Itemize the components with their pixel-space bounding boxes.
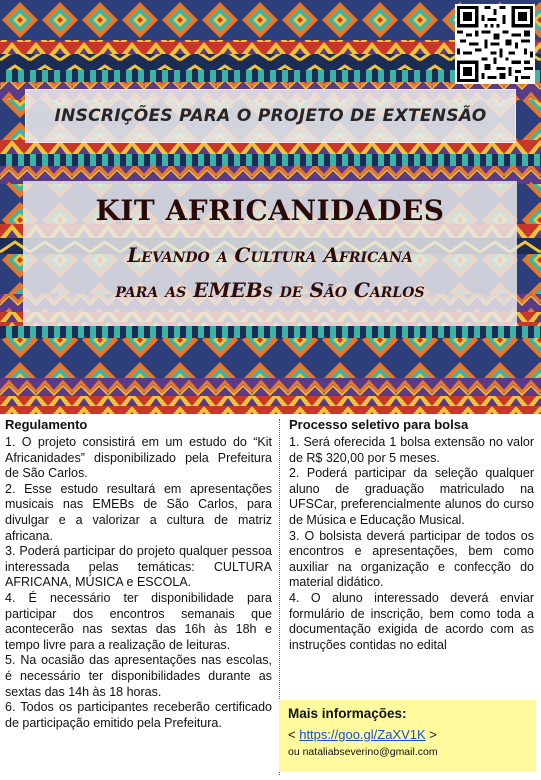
processo-heading: Processo seletivo para bolsa <box>289 417 469 432</box>
tagline-line-2: para as EMEBs de São Carlos <box>115 278 425 302</box>
processo-seletivo-section <box>289 417 534 653</box>
processo-item: 2. Poderá participar da seleção qualquer aluno de graduação matriculado na UFSCar, preferencialmente alunos do curso de Música e Educação Musical. <box>289 466 534 527</box>
title-box <box>23 181 517 326</box>
main-title: KIT AFRICANIDADES <box>95 194 445 227</box>
processo-item: 1. Será oferecida 1 bolsa extensão no valor de R$ 320,00 por 5 meses. <box>289 435 534 465</box>
processo-item: 4. O aluno interessado deverá enviar formulário de inscrição, bem como toda a documentação exigida de acordo com as instruções contidas no edital <box>289 590 534 652</box>
regulamento-item: 4. É necessário ter disponibilidade para participar dos encontros semanais que acontecerão nas sextas das 16h às 18h e tempo livre para a realização de leituras. <box>5 590 272 652</box>
info-title: Mais informações: <box>288 706 407 721</box>
link-open-bracket: < <box>288 727 300 742</box>
regulamento-heading: Regulamento <box>5 417 88 432</box>
info-link-row <box>288 726 527 743</box>
regulamento-section <box>5 417 272 731</box>
regulamento-item: 6. Todos os participantes receberão certificado de participação emitido pela Prefeitura. <box>5 700 272 730</box>
info-link[interactable]: https://goo.gl/ZaXV1K <box>299 727 426 742</box>
regulamento-item: 1. O projeto consistirá em um estudo do “Kit Africanidades” disponibilizado pela Prefeitura de São Carlos. <box>5 435 272 481</box>
link-close-bracket: > <box>425 727 437 742</box>
regulamento-item: 2. Esse estudo resultará em apresentações musicais nas EMEBs de São Carlos, para divulgar e a valorizar a cultura de matriz africana. <box>5 481 272 543</box>
info-box <box>279 700 536 772</box>
subtitle: INSCRIÇÕES PARA O PROJETO DE EXTENSÃO <box>54 106 487 126</box>
regulamento-item: 5. Na ocasião das apresentações nas escolas, é necessário ter disponibilidades durante as sextas das 14h às 18 horas. <box>5 653 272 699</box>
contact-email: ou nataliabseverino@gmail.com <box>288 746 438 758</box>
tagline-line-1: Levando a Cultura Africana <box>127 243 413 267</box>
processo-item: 3. O bolsista deverá participar de todos os encontros e apresentações, bem como auxiliar na organização e confecção do material didático. <box>289 528 534 590</box>
subtitle-box <box>25 89 516 143</box>
qr-code[interactable] <box>455 4 535 84</box>
regulamento-item: 3. Poderá participar do projeto qualquer pessoa interessada pelas temáticas: CULTURA AFRICANA, MÚSICA e ESCOLA. <box>5 544 272 590</box>
